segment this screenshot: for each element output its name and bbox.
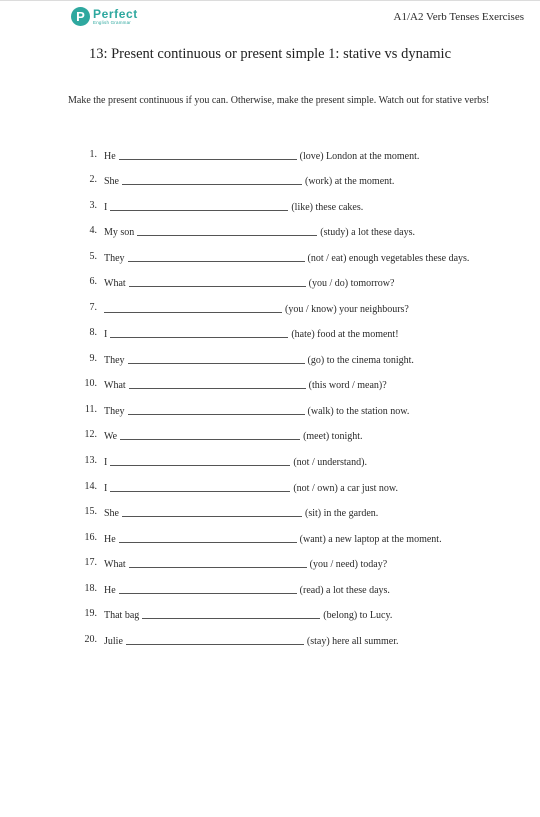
item-subject: I [104, 483, 108, 494]
item-sentence [104, 506, 378, 519]
logo [71, 7, 138, 26]
item-prompt: (hate) food at the moment! [291, 329, 399, 340]
instructions: Make the present continuous if you can. Otherwise, make the present simple. Watch out for stative verbs! [68, 95, 490, 106]
item-subject: I [104, 202, 108, 213]
answer-blank[interactable] [110, 456, 290, 466]
item-number: 11. [84, 404, 97, 415]
item-sentence [104, 327, 399, 340]
item-prompt: (not / understand). [293, 457, 367, 468]
answer-blank[interactable] [129, 558, 307, 568]
item-prompt: (this word / mean)? [308, 380, 387, 391]
item-subject: That bag [104, 610, 140, 621]
item-number: 20. [84, 634, 97, 645]
answer-blank[interactable] [122, 507, 302, 517]
item-number: 5. [89, 251, 97, 262]
logo-text [93, 8, 138, 26]
item-sentence [104, 302, 409, 315]
item-number: 18. [84, 583, 97, 594]
item-sentence [104, 200, 363, 213]
item-sentence [104, 404, 409, 417]
item-prompt: (walk) to the station now. [307, 406, 410, 417]
item-prompt: (study) a lot these days. [320, 227, 415, 238]
item-prompt: (stay) here all summer. [306, 636, 399, 647]
item-subject: What [104, 278, 126, 289]
item-subject: What [104, 380, 126, 391]
item-subject: He [104, 534, 116, 545]
item-subject: What [104, 559, 126, 570]
item-sentence [104, 455, 367, 468]
item-prompt: (you / know) your neighbours? [285, 304, 409, 315]
item-subject: I [104, 329, 108, 340]
item-prompt: (meet) tonight. [303, 431, 363, 442]
item-number: 7. [89, 302, 97, 313]
item-number: 2. [89, 174, 97, 185]
item-sentence [104, 378, 387, 391]
answer-blank[interactable] [104, 303, 282, 313]
item-number: 1. [89, 149, 97, 160]
item-number: 3. [89, 200, 97, 211]
item-prompt: (want) a new laptop at the moment. [299, 534, 442, 545]
item-prompt: (read) a lot these days. [299, 585, 390, 596]
item-prompt: (belong) to Lucy. [323, 610, 393, 621]
item-sentence [104, 276, 394, 289]
item-subject: We [104, 431, 118, 442]
item-prompt: (not / eat) enough vegetables these days. [307, 253, 470, 264]
item-sentence [104, 608, 392, 621]
item-number: 8. [89, 327, 97, 338]
item-prompt: (work) at the moment. [305, 176, 395, 187]
item-number: 14. [84, 481, 97, 492]
item-prompt: (you / do) tomorrow? [308, 278, 395, 289]
item-number: 12. [84, 429, 97, 440]
answer-blank[interactable] [120, 430, 300, 440]
item-subject: Julie [104, 636, 123, 647]
item-sentence [104, 149, 419, 162]
item-subject: He [104, 585, 116, 596]
answer-blank[interactable] [137, 226, 317, 236]
answer-blank[interactable] [126, 635, 304, 645]
item-sentence [104, 583, 390, 596]
item-subject: They [104, 406, 125, 417]
logo-word: Perfect [93, 6, 138, 21]
item-subject: My son [104, 227, 135, 238]
answer-blank[interactable] [128, 405, 305, 415]
logo-subtitle: English Grammar [93, 19, 132, 25]
item-number: 10. [84, 378, 97, 389]
item-number: 4. [89, 225, 97, 236]
answer-blank[interactable] [119, 150, 297, 160]
answer-blank[interactable] [119, 584, 297, 594]
item-subject: She [104, 176, 119, 187]
top-border [0, 0, 540, 1]
item-sentence [104, 225, 415, 238]
item-sentence [104, 557, 387, 570]
item-sentence [104, 174, 394, 187]
item-number: 16. [84, 532, 97, 543]
answer-blank[interactable] [129, 277, 306, 287]
answer-blank[interactable] [110, 201, 288, 211]
item-subject: They [104, 355, 125, 366]
item-sentence [104, 481, 398, 494]
answer-blank[interactable] [129, 379, 306, 389]
logo-mark-icon: P [71, 7, 90, 26]
worksheet-title: 13: Present continuous or present simple 1: stative vs dynamic [88, 46, 452, 62]
item-prompt: (sit) in the garden. [305, 508, 379, 519]
item-sentence [104, 429, 363, 442]
item-sentence [104, 353, 414, 366]
answer-blank[interactable] [110, 328, 288, 338]
item-prompt: (go) to the cinema tonight. [307, 355, 414, 366]
answer-blank[interactable] [142, 609, 320, 619]
item-number: 6. [89, 276, 97, 287]
item-number: 17. [84, 557, 97, 568]
series-title: A1/A2 Verb Tenses Exercises [393, 11, 524, 23]
answer-blank[interactable] [119, 533, 297, 543]
answer-blank[interactable] [110, 482, 290, 492]
answer-blank[interactable] [128, 354, 305, 364]
item-prompt: (not / own) a car just now. [293, 483, 398, 494]
answer-blank[interactable] [128, 252, 305, 262]
item-prompt: (like) these cakes. [291, 202, 364, 213]
item-number: 9. [89, 353, 97, 364]
item-subject: They [104, 253, 125, 264]
item-sentence [104, 532, 442, 545]
item-sentence [104, 634, 399, 647]
item-subject: I [104, 457, 108, 468]
item-subject: He [104, 151, 116, 162]
item-sentence [104, 251, 469, 264]
item-prompt: (love) London at the moment. [299, 151, 420, 162]
item-number: 15. [84, 506, 97, 517]
item-subject: She [104, 508, 119, 519]
item-number: 19. [84, 608, 97, 619]
item-number: 13. [84, 455, 97, 466]
answer-blank[interactable] [122, 175, 302, 185]
item-prompt: (you / need) today? [309, 559, 388, 570]
